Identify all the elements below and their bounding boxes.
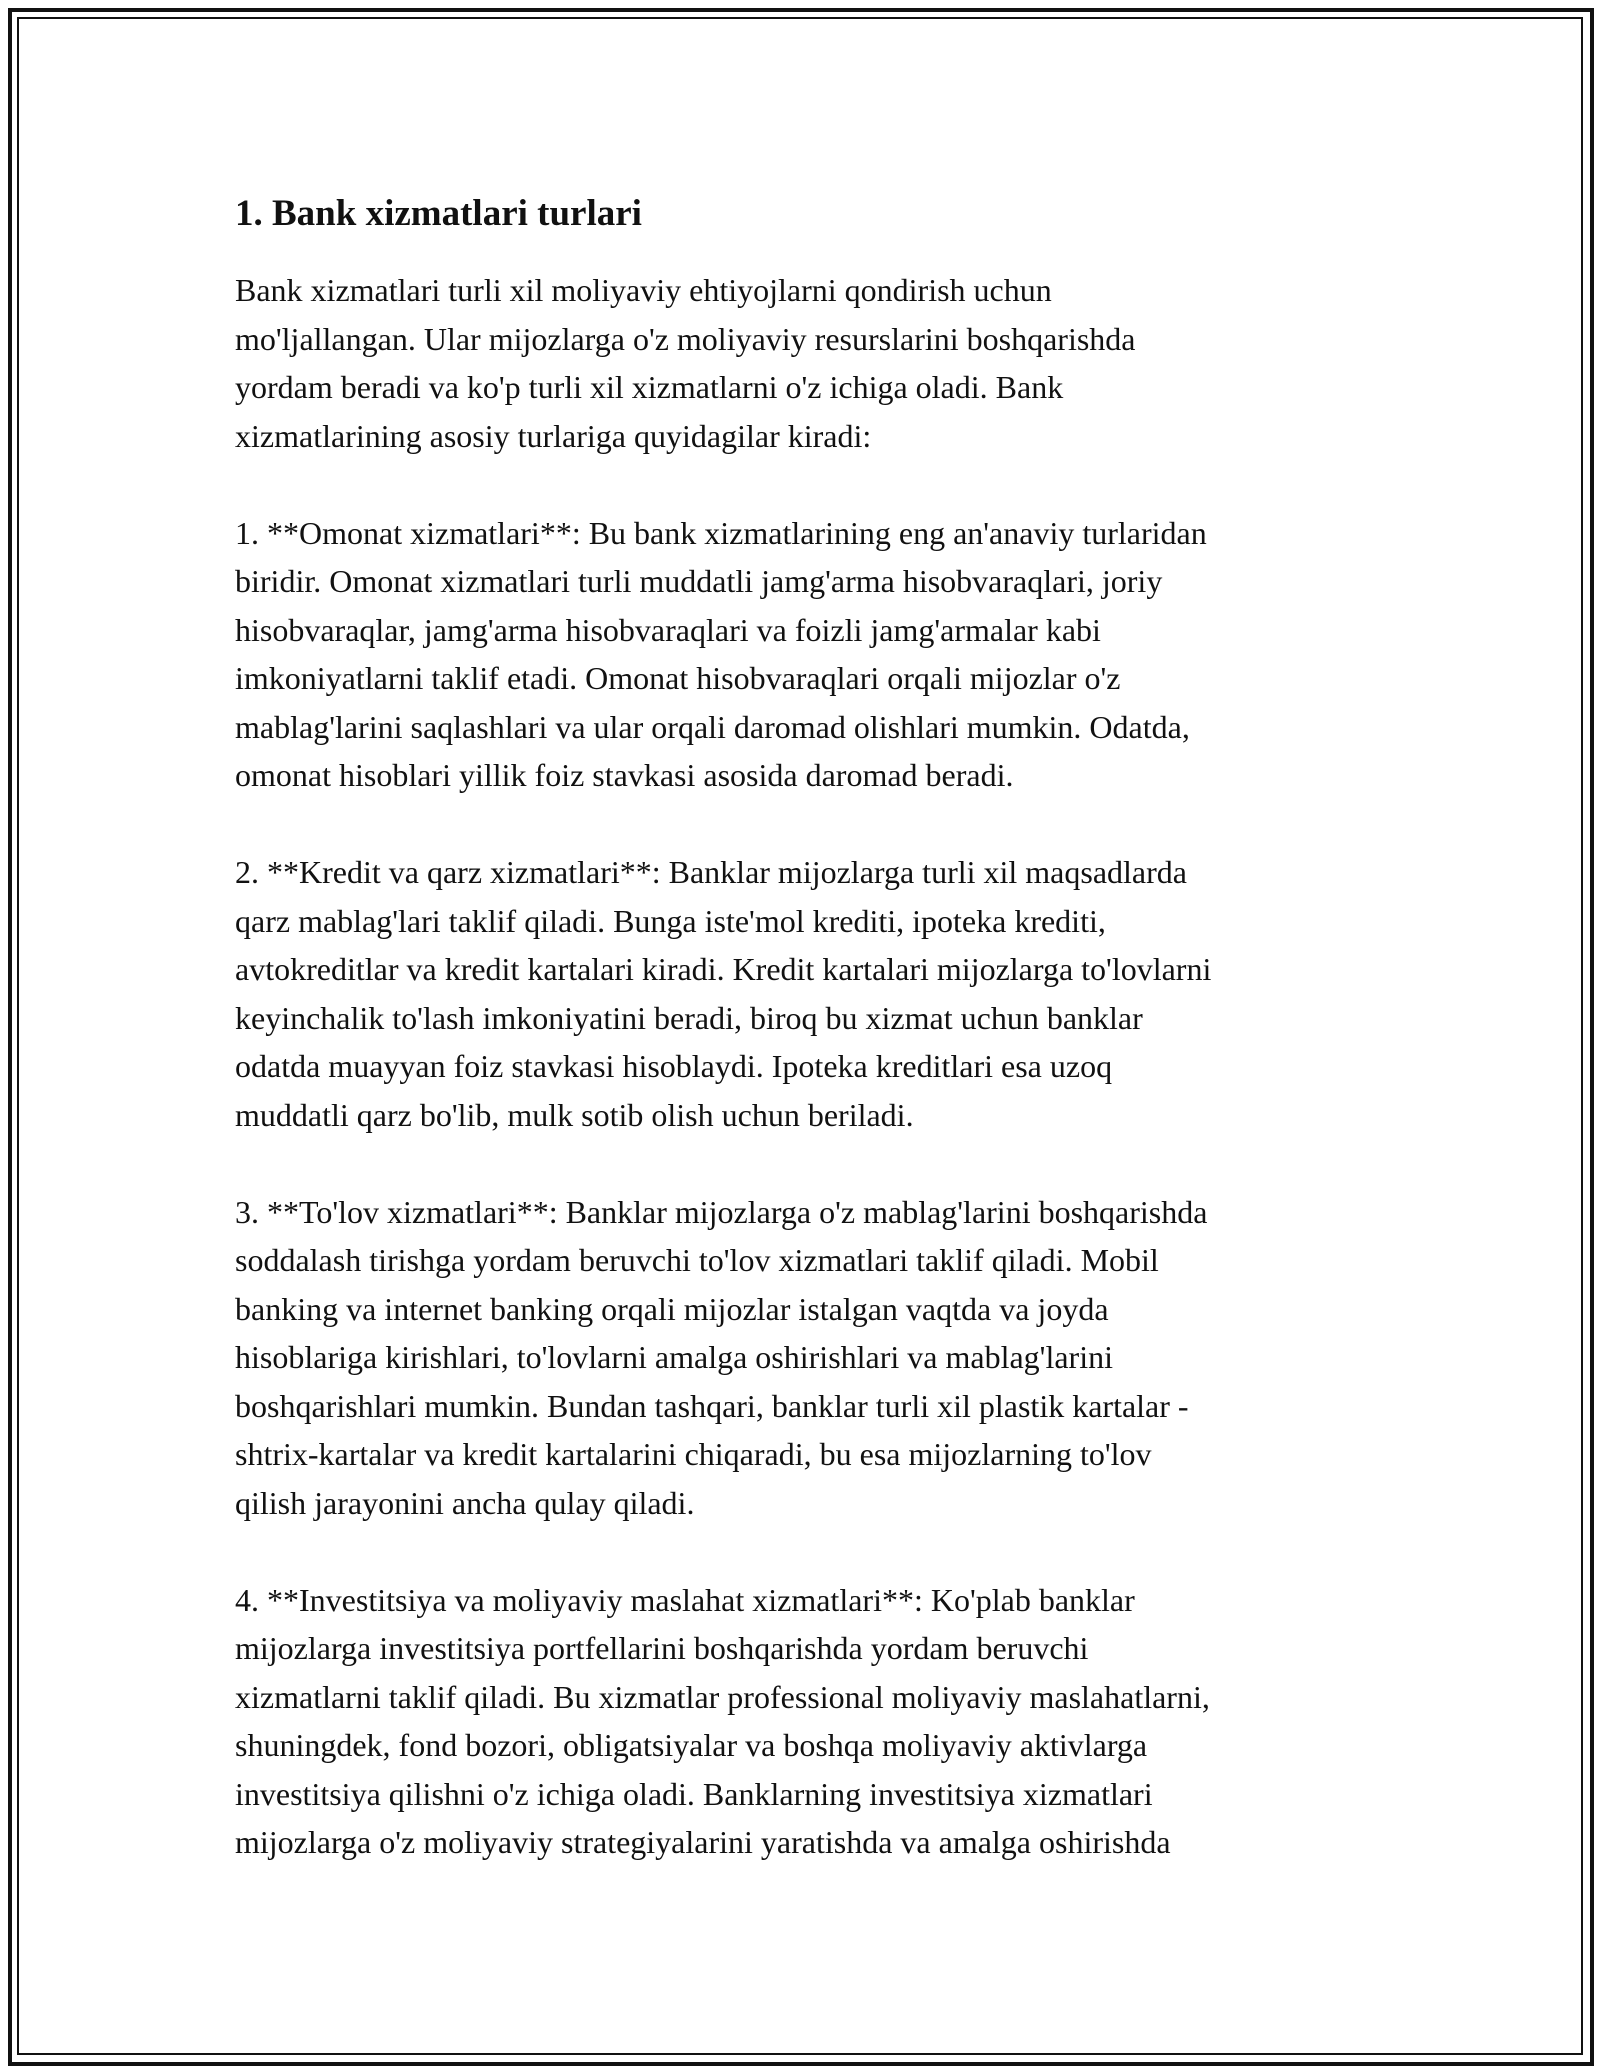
paragraph-line: 4. **Investitsiya va moliyaviy maslahat xizmatlari**: Ko'plab banklar xyxy=(235,1581,1135,1618)
paragraph-spacer xyxy=(235,1139,1365,1188)
paragraph-line: 2. **Kredit va qarz xizmatlari**: Banklar mijozlarga turli xil maqsadlarda xyxy=(235,854,1187,890)
paragraph-spacer xyxy=(235,800,1365,849)
credit-services-paragraph xyxy=(235,848,1365,1139)
deposit-services-paragraph xyxy=(235,509,1365,800)
paragraph-line: odatda muayyan foiz stavkasi hisoblaydi. Ipoteka kreditlari esa uzoq xyxy=(235,1048,1113,1084)
paragraph-line: omonat hisoblari yillik foiz stavkasi asosida daromad beradi. xyxy=(235,757,1014,793)
paragraph-line: biridir. Omonat xizmatlari turli muddatli jamg'arma hisobvaraqlari, joriy xyxy=(235,563,1163,599)
paragraph-line: avtokreditlar va kredit kartalari kiradi. Kredit kartalari mijozlarga to'lovlarni xyxy=(235,951,1212,987)
paragraph-line: 1. **Omonat xizmatlari**: Bu bank xizmatlarining eng an'anaviy turlaridan xyxy=(235,514,1207,551)
paragraph-line: hisoblariga kirishlari, to'lovlarni amalga oshirishlari va mablag'larini xyxy=(235,1339,1113,1375)
section-heading: 1. Bank xizmatlari turlari xyxy=(235,193,642,234)
paragraph-line: mo'ljallangan. Ular mijozlarga o'z moliyaviy resurslarini boshqarishda xyxy=(235,320,1136,357)
paragraph-line: muddatli qarz bo'lib, mulk sotib olish uchun beriladi. xyxy=(235,1096,914,1133)
paragraph-line: hisobvaraqlar, jamg'arma hisobvaraqlari va foizli jamg'armalar kabi xyxy=(235,611,1101,648)
document-body xyxy=(235,188,1365,1867)
paragraph-line: shuningdek, fond bozori, obligatsiyalar va boshqa moliyaviy aktivlarga xyxy=(235,1727,1148,1763)
paragraph-line: mijozlarga o'z moliyaviy strategiyalarini yaratishda va amalga oshirishda xyxy=(235,1824,1171,1860)
paragraph-line: mablag'larini saqlashlari va ular orqali daromad olishlari mumkin. Odatda, xyxy=(235,708,1190,745)
paragraph-line: imkoniyatlarni taklif etadi. Omonat hisobvaraqlari orqali mijozlar o'z xyxy=(235,660,1121,696)
intro-paragraph xyxy=(235,266,1365,460)
investment-services-paragraph xyxy=(235,1576,1365,1867)
paragraph-line: banking va internet banking orqali mijozlar istalgan vaqtda va joyda xyxy=(235,1290,1109,1327)
paragraph-line: qarz mablag'lari taklif qiladi. Bunga iste'mol krediti, ipoteka krediti, xyxy=(235,902,1106,939)
paragraph-spacer xyxy=(235,460,1365,509)
paragraph-line: investitsiya qilishni o'z ichiga oladi. Banklarning investitsiya xizmatlari xyxy=(235,1775,1153,1812)
paragraph-line: yordam beradi va ko'p turli xil xizmatlarni o'z ichiga oladi. Bank xyxy=(235,369,1064,405)
paragraph-line: keyinchalik to'lash imkoniyatini beradi, biroq bu xizmat uchun banklar xyxy=(235,999,1143,1036)
paragraph-line: xizmatlarining asosiy turlariga quyidagilar kiradi: xyxy=(235,417,872,454)
paragraph-line: soddalash tirishga yordam beruvchi to'lov xizmatlari taklif qiladi. Mobil xyxy=(235,1242,1159,1278)
paragraph-line: 3. **To'lov xizmatlari**: Banklar mijozlarga o'z mablag'larini boshqarishda xyxy=(235,1193,1208,1230)
paragraph-line: boshqarishlari mumkin. Bundan tashqari, banklar turli xil plastik kartalar - xyxy=(235,1387,1189,1424)
paragraph-line: Bank xizmatlari turli xil moliyaviy ehtiyojlarni qondirish uchun xyxy=(235,272,1052,308)
paragraph-spacer xyxy=(235,1527,1365,1576)
paragraph-line: mijozlarga investitsiya portfellarini boshqarishda yordam beruvchi xyxy=(235,1630,1089,1666)
paragraph-line: qilish jarayonini ancha qulay qiladi. xyxy=(235,1484,695,1521)
paragraph-line: shtrix-kartalar va kredit kartalarini chiqaradi, bu esa mijozlarning to'lov xyxy=(235,1436,1152,1472)
paragraph-line: xizmatlarni taklif qiladi. Bu xizmatlar professional moliyaviy maslahatlarni, xyxy=(235,1678,1210,1715)
payment-services-paragraph xyxy=(235,1188,1365,1528)
